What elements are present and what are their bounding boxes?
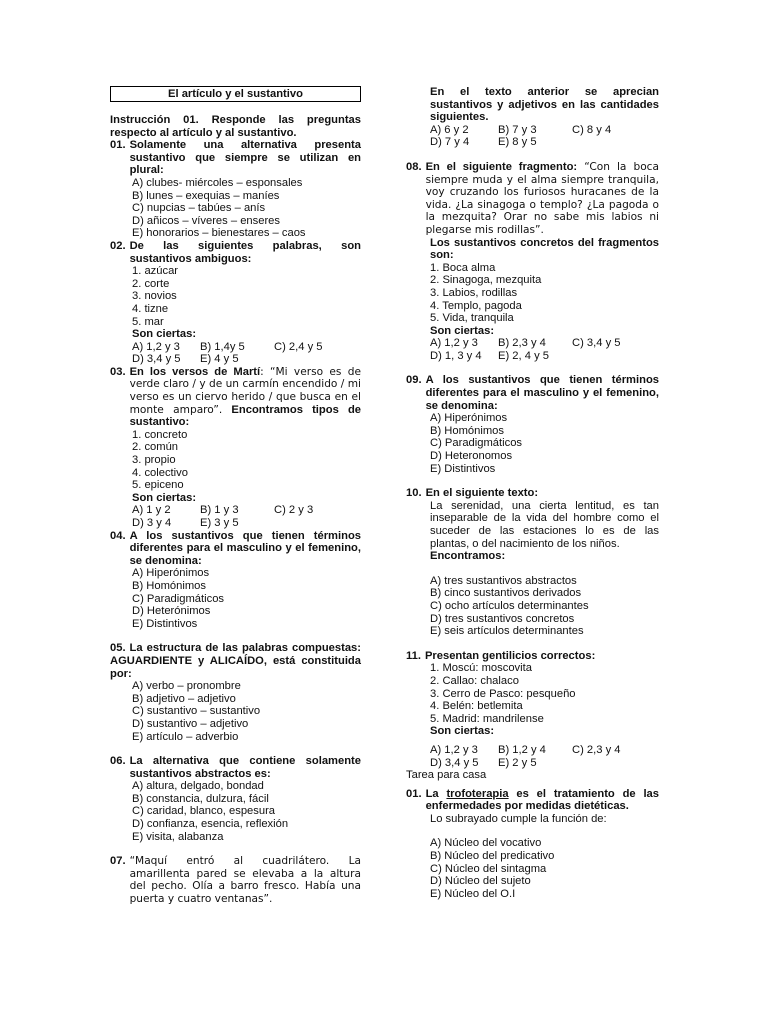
underlined-word: trofoterapia [446,787,509,800]
question-01 [110,139,361,240]
answer-a: A) 1,2 y 3 [430,337,478,350]
item-3: 3. Cerro de Pasco: pesqueño [430,687,576,700]
question-text: En el siguiente texto: [425,487,539,500]
item-4: 4. tizne [132,302,169,315]
left-column [110,86,361,906]
homework-heading: Tarea para casa [406,769,487,782]
answer-d: D) 7 y 4 [430,136,470,149]
answer-row [406,744,659,769]
answer-row [110,341,361,366]
option-b: B) lunes – exequias – maníes [132,189,280,202]
item-1: 1. Boca alma [430,261,496,274]
answer-e: E) 4 y 5 [200,353,239,366]
item-1: 1. concreto [132,428,188,441]
answer-b: B) 1,4y 5 [200,340,245,353]
answer-row [110,504,361,529]
option-e: E) artículo – adverbio [132,730,239,743]
answer-a: A) 1,2 y 3 [132,340,180,353]
option-e: E) Núcleo del O.I [430,887,516,900]
question-number: 10. [406,487,422,500]
item-3: 3. propio [132,454,176,467]
item-2: 2. común [132,441,179,454]
answer-e: E) 2 y 5 [498,756,537,769]
question-post: es el tratamiento de las enfermedades por medidas dietéticas. [425,787,659,813]
question-number: 09. [406,374,422,387]
option-c: C) nupcias – tabúes – anís [132,202,266,215]
question-04 [110,530,361,631]
answer-row [406,337,659,362]
answer-d: D) 3 y 4 [132,517,172,529]
question-text: 05. La estructura de las palabras compuestas: AGUARDIENTE y ALICAÍDO, está constituida por: [110,642,361,680]
question-03 [110,366,361,530]
answer-e: E) 2, 4 y 5 [498,349,549,362]
question-text: Presentan gentilicios correctos: [424,649,596,662]
answer-d: D) 1, 3 y 4 [430,349,482,362]
question-lead: En el siguiente fragmento: [425,160,578,173]
option-c: C) caridad, blanco, espesura [132,805,276,818]
instruction: Instrucción 01. Responde las preguntas respecto al artículo y al sustantivo. [110,114,361,139]
item-4: 4. Templo, pagoda [430,299,522,312]
item-1: 1. azúcar [132,265,179,278]
option-d: D) añicos – víveres – enseres [132,214,280,227]
answer-c: C) 3,4 y 5 [572,337,621,350]
item-2: 2. corte [132,277,170,290]
item-5: 5. Madrid: mandrilense [430,712,544,725]
question-text: De las siguientes palabras, son sustantivos ambiguos: [129,239,361,265]
item-4: 4. colectivo [132,466,188,479]
option-b: B) Homónimos [430,424,504,437]
son-ciertas-label: Son ciertas: [430,324,495,337]
option-b: B) Homónimos [132,579,206,592]
question-number: 02. [110,239,126,252]
item-3: 3. novios [132,290,177,303]
option-d: D) Heteronomos [430,450,513,463]
option-b: B) adjetivo – adjetivo [132,692,236,705]
question-number: 07. [110,855,126,868]
option-c: C) sustantivo – sustantivo [132,705,261,718]
item-3: 3. Labios, rodillas [430,286,518,299]
homework-question-01 [406,788,659,901]
option-e: E) Distintivos [430,462,496,475]
question-number: 06. [110,755,126,768]
son-ciertas-label: Son ciertas: [132,328,197,341]
fragment-quote: “Con la boca siempre muda y el alma siempre tranquila, voy cruzando los furiosos huracanes de la vida. ¿La sinagoga o templo? ¿La pagoda o la mezquita? Orar no sabe mis labios ni plegarse mis rodillas”. [425,160,659,236]
question-text: A los sustantivos que tienen términos diferentes para el masculino y el femenino, se denomina: [425,374,659,412]
question-09 [406,374,659,475]
question-number: 01. [110,139,126,152]
question-number: 11. [406,649,421,662]
question-number: 01. [406,787,422,800]
item-5: 5. Vida, tranquila [430,312,514,325]
answer-e: E) 8 y 5 [498,136,537,149]
item-2: 2. Callao: chalaco [430,674,519,687]
question-05 [110,642,361,743]
option-b: B) cinco sustantivos derivados [430,587,582,600]
answer-b: B) 7 y 3 [498,123,537,136]
item-5: 5. mar [132,315,164,328]
question-02 [110,240,361,366]
answer-c: C) 2,4 y 5 [274,340,323,353]
option-d: D) tres sustantivos concretos [430,612,575,625]
option-a: A) Hiperónimos [132,567,210,580]
question-tail: Encontramos tipos de sustantivo: [129,403,362,429]
item-4: 4. Belén: betlemita [430,700,523,713]
question-08 [406,161,659,363]
answer-d: D) 3,4 y 5 [430,756,479,769]
option-c: C) Paradigmáticos [132,592,225,605]
answer-a: A) 1 y 2 [132,504,171,517]
question-06 [110,755,361,843]
passage-text: La serenidad, una cierta lentitud, es tan inseparable de la vida del hombre como el suceder de las estaciones lo es de las plantas, o del nacimiento de los niños. [430,499,659,550]
answer-b: B) 1 y 3 [200,504,239,517]
right-column [406,86,659,900]
option-a: A) clubes- miércoles – esponsales [132,176,303,189]
answer-c: C) 8 y 4 [572,123,612,136]
option-e: E) visita, alabanza [132,830,224,843]
verse-quote: : “Mi verso es de verde claro / y de un carmín encendido / mi verso es un ciervo herido / que busca en el monte amparo”. [129,365,361,416]
answer-a: A) 1,2 y 3 [430,743,478,756]
question-subtext: Los sustantivos concretos del fragmentos son: [430,236,659,262]
question-number: 08. [406,160,422,173]
question-number: 04. [110,529,126,542]
answer-c: C) 2,3 y 4 [572,743,621,756]
option-b: B) constancia, dulzura, fácil [132,792,269,805]
question-text: Solamente una alternativa presenta sustantivo que siempre se utilizan en plural: [129,139,361,177]
question-text: En el texto anterior se aprecian sustantivos y adjetivos en las cantidades siguientes. [430,86,659,124]
son-ciertas-label: Son ciertas: [430,725,495,738]
answer-d: D) 3,4 y 5 [132,353,181,366]
question-text: “Maquí entró al cuadrilátero. La amarillenta pared se elevaba a la altura del pecho. Olía a barro fresco. Había una puerta y cuatro ventanas”. [129,855,361,906]
question-11 [406,650,659,782]
option-a: A) altura, delgado, bondad [132,780,264,793]
question-subtext: Lo subrayado cumple la función de: [430,812,607,825]
question-text: La alternativa que contiene solamente sustantivos abstractos es: [129,755,361,780]
item-1: 1. Moscú: moscovita [430,662,532,675]
page-title: El artículo y el sustantivo [110,86,361,102]
question-text: A los sustantivos que tienen términos diferentes para el masculino y el femenino, se denomina: [129,529,361,567]
question-lead: En los versos de Martí [129,365,261,378]
answer-e: E) 3 y 5 [200,517,239,529]
option-e: E) Distintivos [132,617,198,630]
option-a: A) Núcleo del vocativo [430,837,542,850]
option-c: C) Paradigmáticos [430,437,523,450]
option-e: E) honorarios – bienestares – caos [132,227,306,240]
answer-a: A) 6 y 2 [430,123,469,136]
question-subtext: Encontramos: [430,550,506,563]
question-10 [406,487,659,638]
option-a: A) Hiperónimos [430,412,508,425]
option-c: C) ocho artículos determinantes [430,599,589,612]
option-a: A) tres sustantivos abstractos [430,574,577,587]
option-d: D) Heterónimos [132,605,211,618]
question-number: 03. [110,365,126,378]
son-ciertas-label: Son ciertas: [132,491,197,504]
question-07 [110,855,361,905]
question-07-continued [430,86,659,149]
option-d: D) Núcleo del sujeto [430,875,531,888]
answer-row [430,124,659,149]
item-5: 5. epiceno [132,479,184,492]
option-a: A) verbo – pronombre [132,680,241,693]
item-2: 2. Sinagoga, mezquita [430,274,542,287]
option-d: D) sustantivo – adjetivo [132,717,249,730]
answer-b: B) 1,2 y 4 [498,743,546,756]
question-pre: La [425,787,447,800]
option-e: E) seis artículos determinantes [430,625,584,638]
option-b: B) Núcleo del predicativo [430,850,555,863]
answer-b: B) 2,3 y 4 [498,337,546,350]
option-c: C) Núcleo del sintagma [430,862,547,875]
option-d: D) confianza, esencia, reflexión [132,818,289,831]
answer-c: C) 2 y 3 [274,504,314,517]
